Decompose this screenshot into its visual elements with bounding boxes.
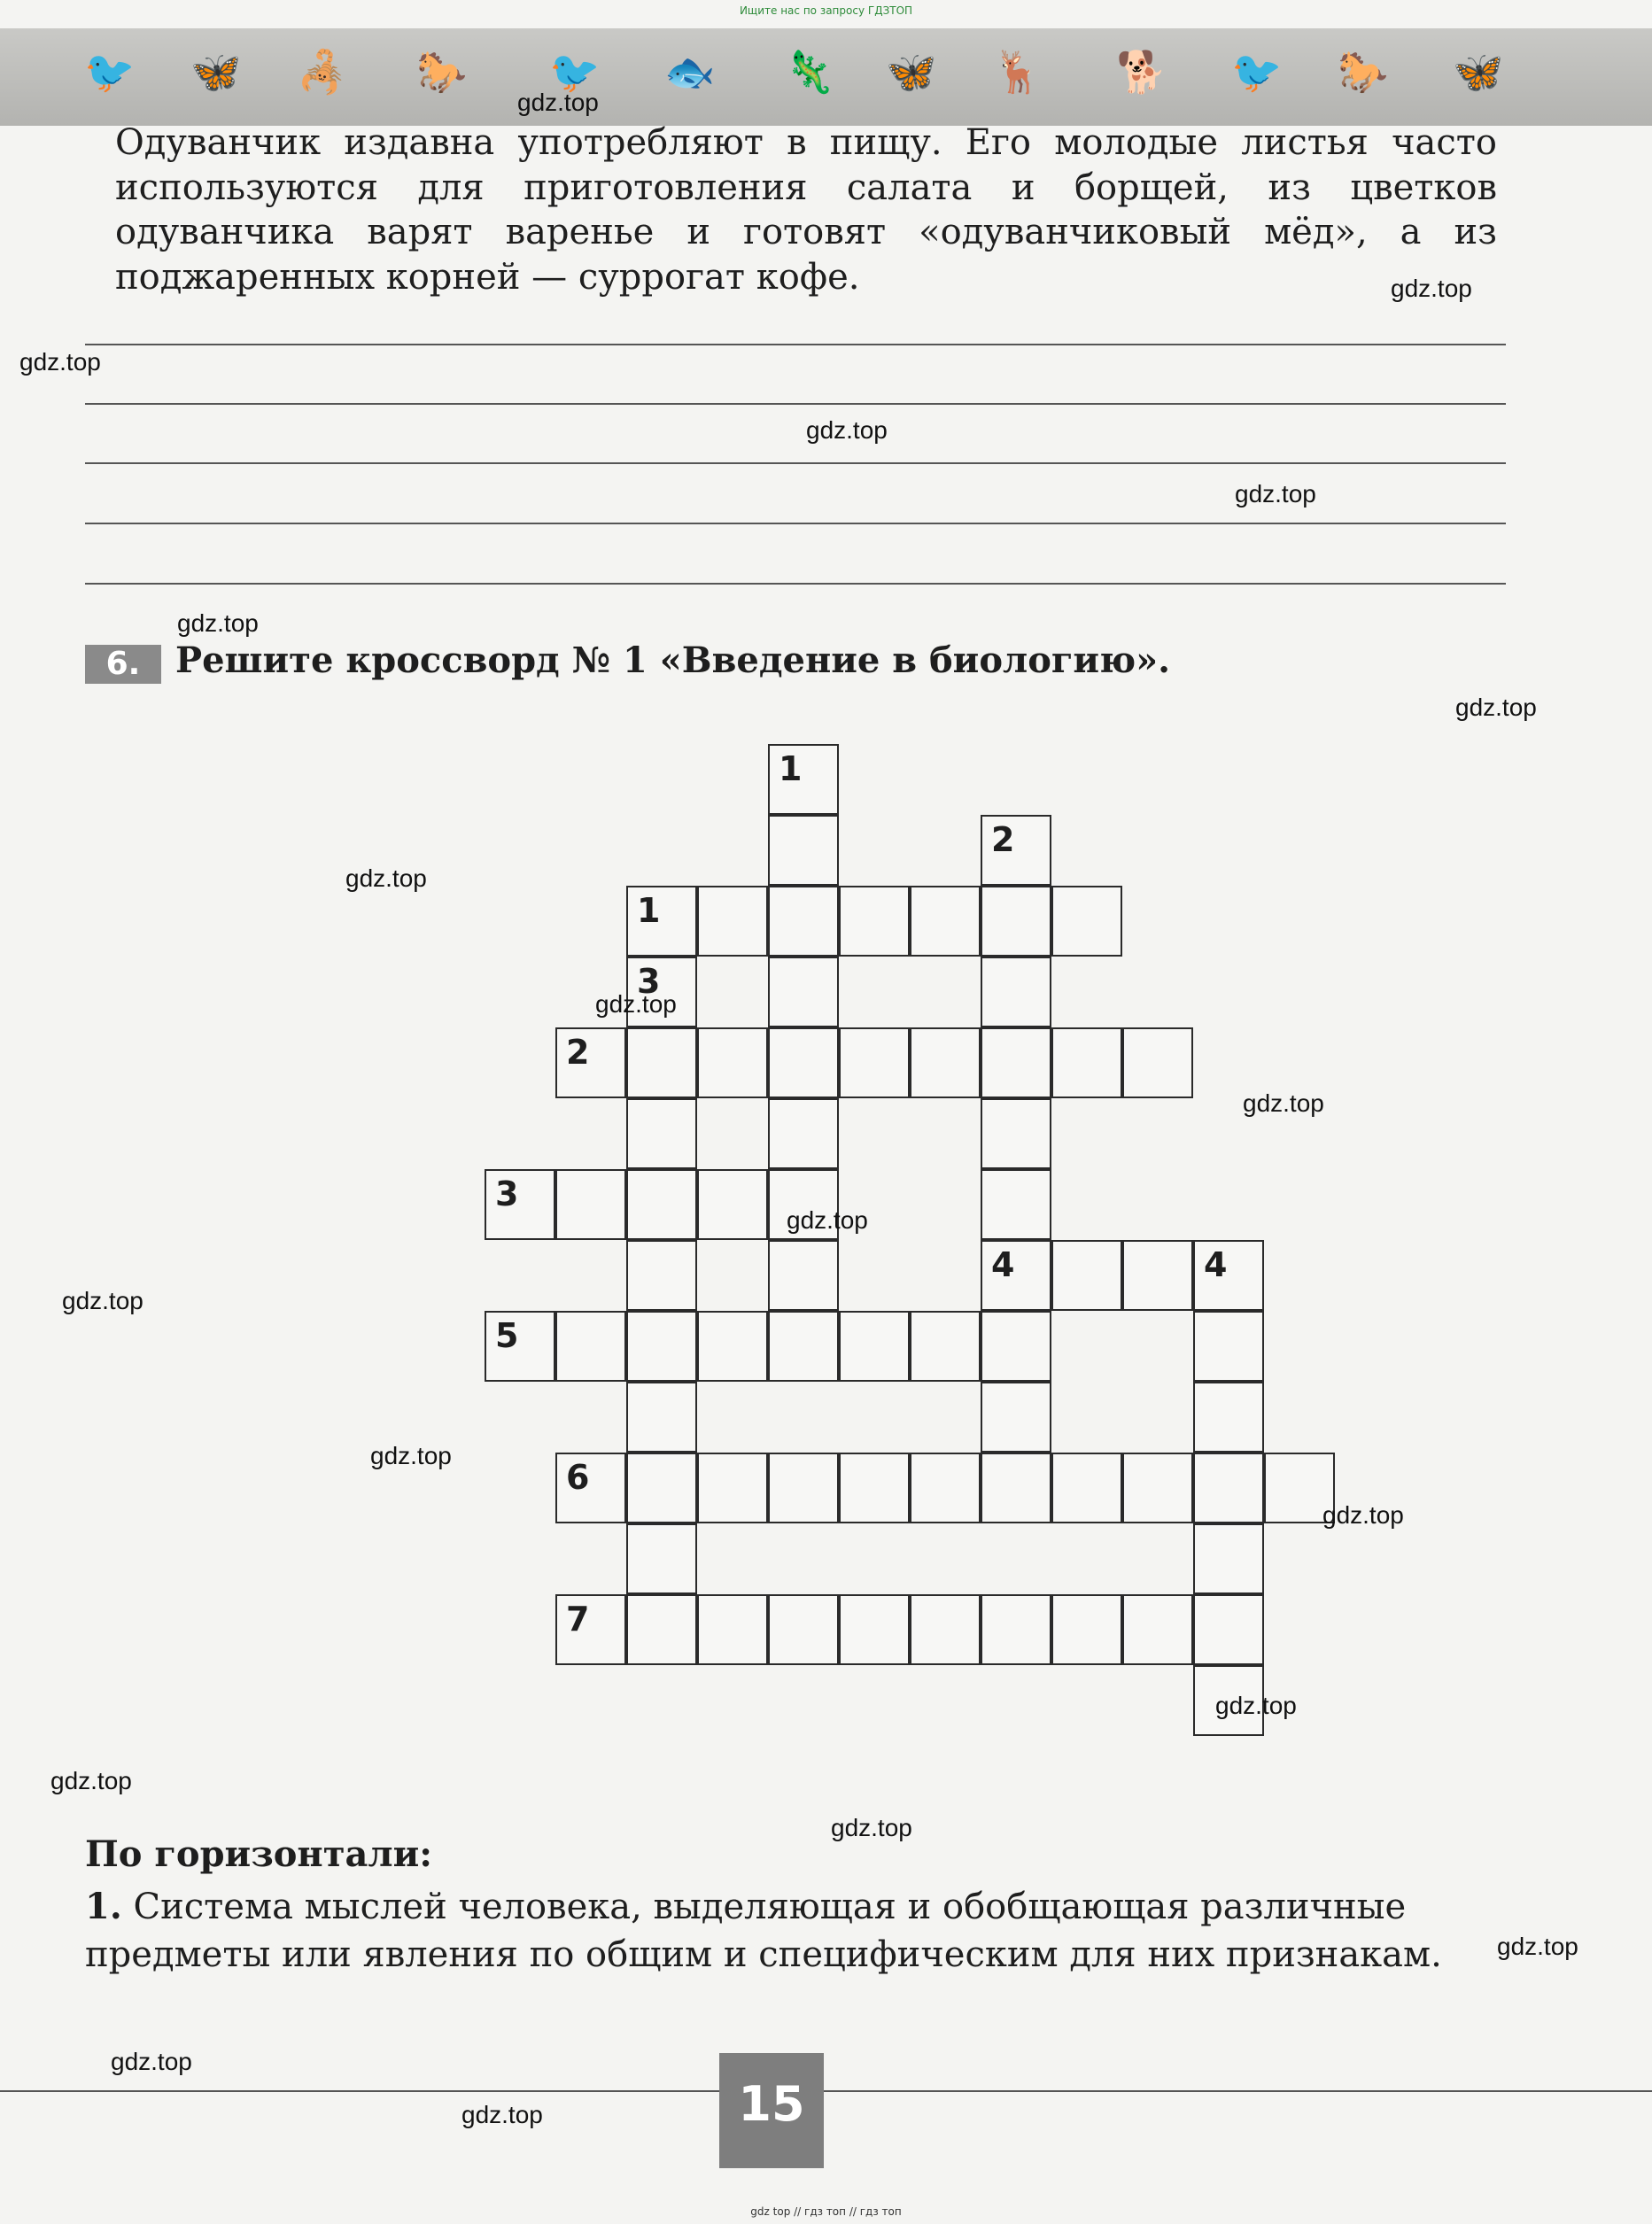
crossword-cell[interactable]: [555, 1027, 626, 1098]
crossword-clue-number: 4: [1204, 1245, 1228, 1284]
crossword-cell[interactable]: [1193, 1453, 1264, 1523]
crossword-cell[interactable]: [626, 1453, 697, 1523]
crossword-cell[interactable]: [626, 1382, 697, 1453]
clues-heading-horizontal: По горизонтали:: [85, 1833, 433, 1875]
deer-icon: 🦌: [992, 48, 1043, 96]
watermark: gdz.top: [1455, 694, 1537, 721]
crossword-cell[interactable]: [485, 1311, 555, 1382]
answer-line: [85, 462, 1506, 464]
crossword-cell[interactable]: [626, 886, 697, 957]
crossword-cell[interactable]: [1051, 1594, 1122, 1665]
crossword-cell[interactable]: [981, 1311, 1051, 1382]
crossword-cell[interactable]: [839, 1594, 910, 1665]
butterfly-icon: 🦋: [190, 48, 242, 96]
crossword-cell[interactable]: [1193, 1240, 1264, 1311]
crossword-cell[interactable]: [626, 1027, 697, 1098]
crossword-cell[interactable]: [555, 1453, 626, 1523]
watermark: gdz.top: [1497, 1933, 1578, 1960]
crossword-clue-number: 1: [637, 891, 661, 930]
bird-icon: 🐦: [549, 48, 601, 96]
watermark: gdz.top: [1322, 1501, 1404, 1529]
crossword-clue-number: 3: [495, 1174, 519, 1213]
crossword-cell[interactable]: [768, 1098, 839, 1169]
crossword-cell[interactable]: [1051, 1453, 1122, 1523]
crossword-cell[interactable]: [768, 744, 839, 815]
crossword-clue-number: 2: [566, 1033, 590, 1072]
crossword-cell[interactable]: [768, 1453, 839, 1523]
watermark: gdz.top: [806, 416, 888, 444]
watermark: gdz.top: [1391, 275, 1472, 302]
crossword-cell[interactable]: [768, 1240, 839, 1311]
watermark: gdz.top: [595, 990, 677, 1018]
crossword-cell[interactable]: [697, 1453, 768, 1523]
crossword-clue-number: 5: [495, 1316, 519, 1355]
crossword-cell[interactable]: [1051, 1027, 1122, 1098]
crossword-cell[interactable]: [1122, 1027, 1193, 1098]
crossword-clue-number: 2: [991, 820, 1015, 859]
bottom-link[interactable]: gdz top // гдз топ // гдз топ: [750, 2205, 902, 2218]
scorpion-icon: 🦂: [297, 48, 348, 96]
crossword-cell[interactable]: [981, 1098, 1051, 1169]
clue-number: 1.: [85, 1886, 122, 1927]
crossword-cell[interactable]: [839, 1027, 910, 1098]
crossword-cell[interactable]: [768, 1594, 839, 1665]
crossword-cell[interactable]: [1051, 886, 1122, 957]
page-number: 15: [719, 2053, 824, 2168]
watermark: gdz.top: [50, 1767, 132, 1794]
watermark: gdz.top: [177, 609, 259, 637]
watermark: gdz.top: [461, 2101, 543, 2128]
crossword-cell[interactable]: [626, 1594, 697, 1665]
crossword-cell[interactable]: [768, 886, 839, 957]
answer-line: [85, 583, 1506, 585]
clue-horizontal-1: [85, 1883, 1502, 1979]
crossword-cell[interactable]: [626, 1240, 697, 1311]
crossword-cell[interactable]: [1193, 1523, 1264, 1594]
lizard-icon: 🦎: [784, 48, 835, 96]
crossword-cell[interactable]: [981, 1027, 1051, 1098]
crossword-clue-number: 3: [637, 962, 661, 1001]
horse-icon: 🐎: [1338, 48, 1389, 96]
crossword-cell[interactable]: [1122, 1594, 1193, 1665]
crossword-cell[interactable]: [485, 1169, 555, 1240]
crossword-cell[interactable]: [1051, 1240, 1122, 1311]
bird-icon: 🐦: [84, 48, 136, 96]
crossword-cell[interactable]: [1193, 1382, 1264, 1453]
crossword-cell[interactable]: [981, 1453, 1051, 1523]
answer-line: [85, 523, 1506, 524]
crossword-cell[interactable]: [768, 1027, 839, 1098]
crossword-cell[interactable]: [768, 815, 839, 886]
crossword-cell[interactable]: [626, 1098, 697, 1169]
watermark: gdz.top: [62, 1287, 143, 1314]
watermark: gdz.top: [1243, 1089, 1324, 1117]
crossword-cell[interactable]: [981, 1240, 1051, 1311]
crossword-cell[interactable]: [839, 886, 910, 957]
crossword-cell[interactable]: [768, 957, 839, 1027]
crossword-cell[interactable]: [626, 1169, 697, 1240]
decorative-animal-banner: [0, 28, 1652, 126]
crossword-cell[interactable]: [555, 1169, 626, 1240]
crossword-cell[interactable]: [697, 886, 768, 957]
crossword-cell[interactable]: [839, 1453, 910, 1523]
crossword-cell[interactable]: [1193, 1311, 1264, 1382]
crossword-cell[interactable]: [981, 957, 1051, 1027]
watermark: gdz.top: [831, 1814, 912, 1841]
watermark: gdz.top: [370, 1442, 452, 1469]
dog-icon: 🐕: [1116, 48, 1167, 96]
answer-line: [85, 344, 1506, 345]
task-title: Решите кроссворд № 1 «Введение в биологию».: [175, 639, 1171, 681]
answer-line: [85, 403, 1506, 405]
crossword-cell[interactable]: [555, 1311, 626, 1382]
crossword-cell[interactable]: [697, 1311, 768, 1382]
crossword-cell[interactable]: [910, 1453, 981, 1523]
crossword-clue-number: 4: [991, 1245, 1015, 1284]
crossword-cell[interactable]: [697, 1027, 768, 1098]
crossword-cell[interactable]: [697, 1594, 768, 1665]
watermark: gdz.top: [787, 1206, 868, 1234]
bottom-rule: [0, 2090, 1652, 2092]
fish-icon: 🐟: [664, 48, 716, 96]
horse-icon: 🐎: [416, 48, 468, 96]
watermark: gdz.top: [111, 2048, 192, 2075]
top-search-link[interactable]: Ищите нас по запросу ГДЗТОП: [739, 4, 913, 17]
crossword-cell[interactable]: [910, 886, 981, 957]
crossword-cell[interactable]: [1122, 1240, 1193, 1311]
crossword-cell[interactable]: [768, 1311, 839, 1382]
butterfly-icon: 🦋: [1453, 48, 1504, 96]
crossword-cell[interactable]: [626, 1311, 697, 1382]
crossword-cell[interactable]: [910, 1311, 981, 1382]
crossword-clue-number: 7: [566, 1600, 590, 1639]
crossword-cell[interactable]: [981, 1169, 1051, 1240]
crossword-clue-number: 1: [779, 749, 803, 788]
crossword-cell[interactable]: [981, 1382, 1051, 1453]
watermark: gdz.top: [1235, 480, 1316, 508]
crossword-cell[interactable]: [981, 1594, 1051, 1665]
bird-icon: 🐦: [1231, 48, 1283, 96]
crossword-cell[interactable]: [626, 1523, 697, 1594]
watermark: gdz.top: [1215, 1692, 1297, 1719]
watermark: gdz.top: [19, 348, 101, 376]
crossword-cell[interactable]: [839, 1311, 910, 1382]
crossword-cell[interactable]: [981, 886, 1051, 957]
crossword-cell[interactable]: [910, 1027, 981, 1098]
task-number: 6.: [85, 645, 161, 684]
crossword-cell[interactable]: [981, 815, 1051, 886]
clue-text: Система мыслей человека, выделяющая и обобщающая различные предметы или явления по общим и специфическим для них признакам.: [85, 1887, 1442, 1975]
crossword-cell[interactable]: [910, 1594, 981, 1665]
crossword-cell[interactable]: [555, 1594, 626, 1665]
watermark: gdz.top: [345, 864, 427, 892]
butterfly-icon: 🦋: [886, 48, 937, 96]
crossword-cell[interactable]: [1122, 1453, 1193, 1523]
crossword-cell[interactable]: [697, 1169, 768, 1240]
crossword-cell[interactable]: [1193, 1594, 1264, 1665]
dandelion-paragraph: Одуванчик издавна употребляют в пищу. Его молодые листья часто используются для приготовления салата и борщей, из цветков одуванчика варят варенье и готовят «одуванчиковый мёд», а из поджаренных корней — суррогат кофе.: [115, 122, 1497, 298]
watermark: gdz.top: [517, 89, 599, 116]
crossword-clue-number: 6: [566, 1458, 590, 1497]
